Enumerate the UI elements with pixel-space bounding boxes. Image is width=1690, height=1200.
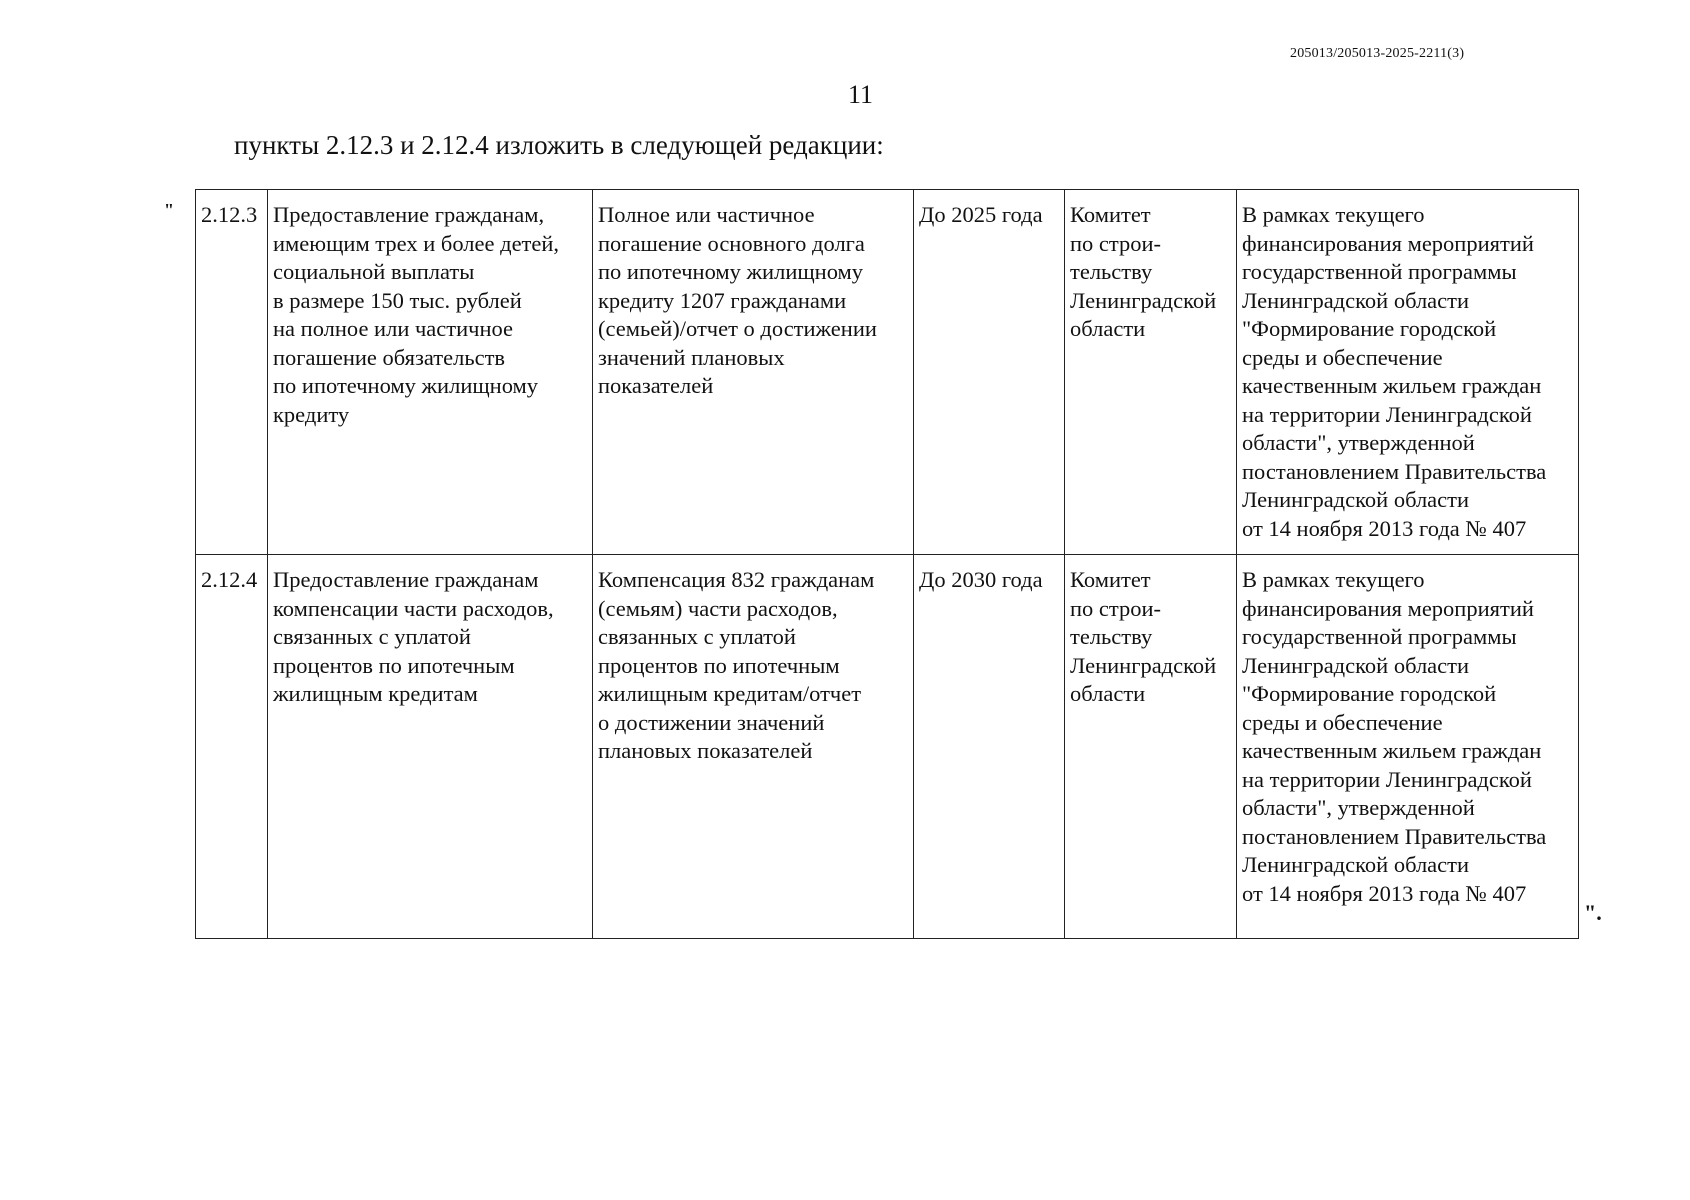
intro-text: пункты 2.12.3 и 2.12.4 изложить в следующей редакции:	[234, 130, 884, 160]
responsible-cell: Комитет по строи- тельству Ленинградской области	[1065, 555, 1237, 939]
activity-cell: Предоставление гражданам компенсации части расходов, связанных с уплатой процентов по ипотечным жилищным кредитам	[268, 555, 593, 939]
row-number: 2.12.3	[196, 190, 268, 555]
result-cell: Компенсация 832 гражданам (семьям) части расходов, связанных с уплатой процентов по ипотечным жилищным кредитам/отчет о достижении значений плановых показателей	[593, 555, 914, 939]
funding-cell: В рамках текущего финансирования мероприятий государственной программы Ленинградской области "Формирование городской среды и обеспечение качественным жильем граждан на территории Ленинградской области", утвержденной постановлением Правительства Ленинградской области от 14 ноября 2013 года № 407	[1237, 190, 1579, 555]
measures-table	[195, 189, 1579, 939]
opening-quote: "	[164, 200, 174, 220]
responsible-cell: Комитет по строи- тельству Ленинградской области	[1065, 190, 1237, 555]
table-row	[196, 190, 1579, 555]
closing-quote: ".	[1584, 900, 1602, 925]
deadline-cell: До 2030 года	[914, 555, 1065, 939]
page-number: 11	[848, 80, 874, 109]
document-id: 205013/205013-2025-2211(3)	[1290, 46, 1465, 61]
deadline-cell: До 2025 года	[914, 190, 1065, 555]
row-number: 2.12.4	[196, 555, 268, 939]
result-cell: Полное или частичное погашение основного долга по ипотечному жилищному кредиту 1207 гражданами (семьей)/отчет о достижении значений плановых показателей	[593, 190, 914, 555]
funding-cell: В рамках текущего финансирования мероприятий государственной программы Ленинградской области "Формирование городской среды и обеспечение качественным жильем граждан на территории Ленинградской области", утвержденной постановлением Правительства Ленинградской области от 14 ноября 2013 года № 407	[1237, 555, 1579, 939]
activity-cell: Предоставление гражданам, имеющим трех и более детей, социальной выплаты в размере 150 тыс. рублей на полное или частичное погашение обязательств по ипотечному жилищному кредиту	[268, 190, 593, 555]
table-row	[196, 555, 1579, 939]
